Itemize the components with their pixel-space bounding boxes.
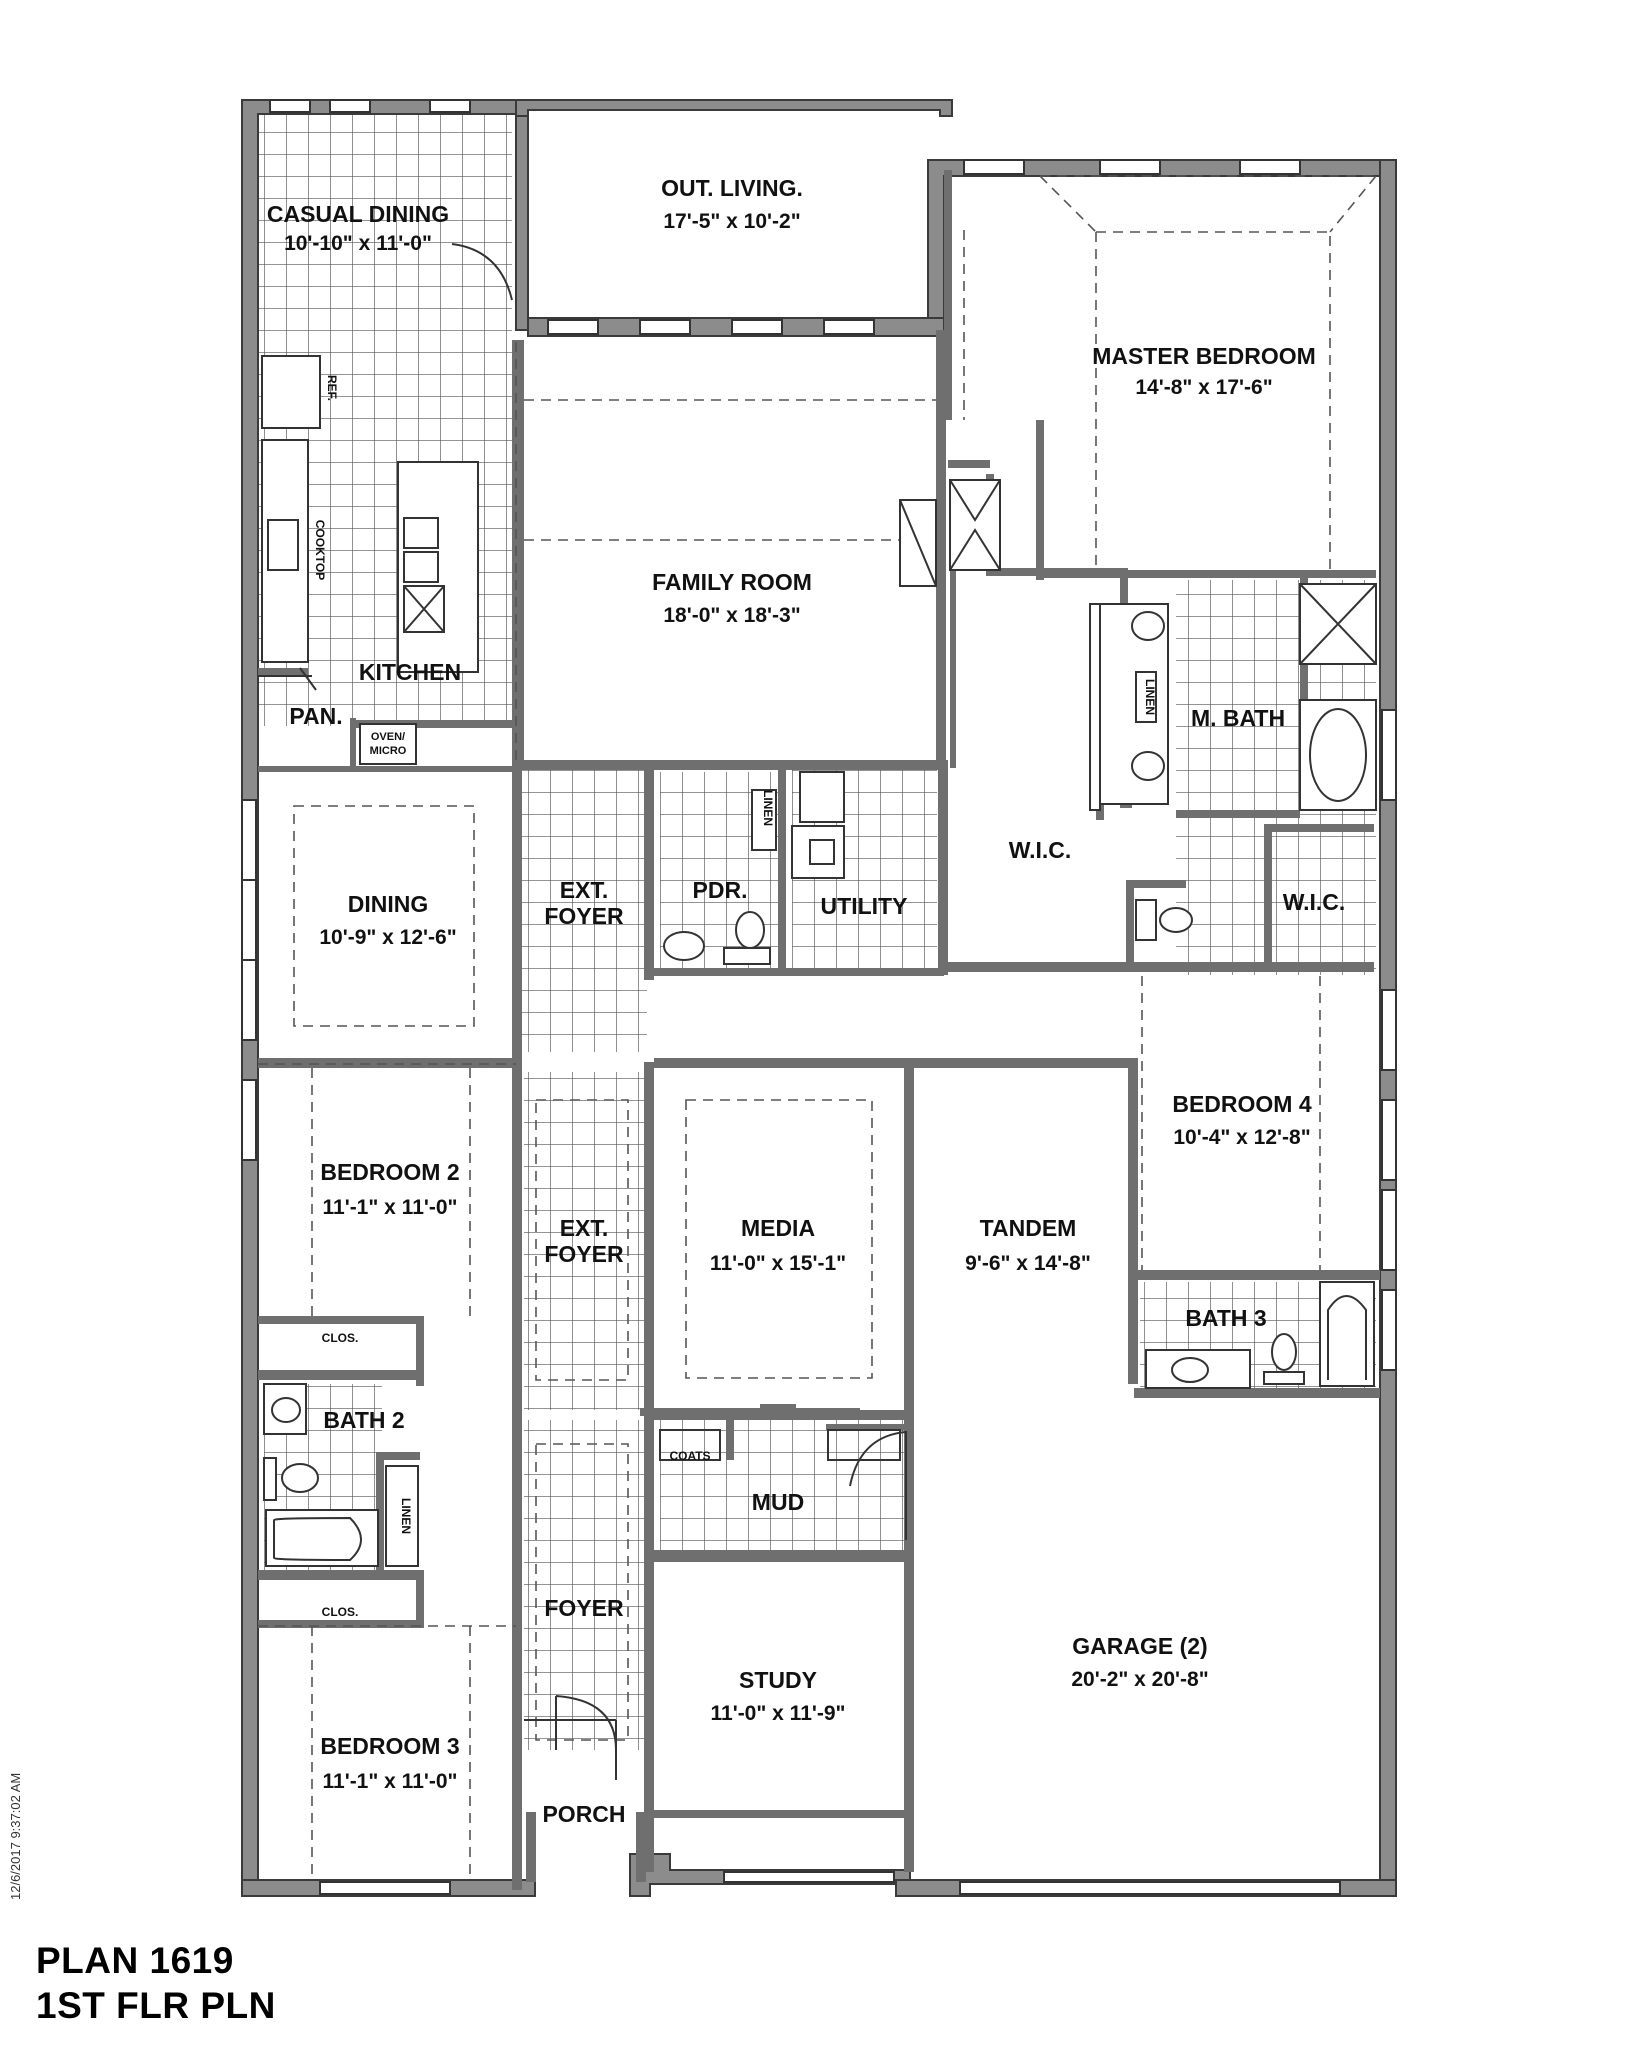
garage-name: GARAGE (2) bbox=[1072, 1633, 1208, 1659]
foyer-name: FOYER bbox=[544, 1595, 624, 1621]
oven-label-1: OVEN/ bbox=[370, 731, 406, 743]
pdr-linen-label: LINEN bbox=[761, 790, 775, 826]
print-timestamp: 12/6/2017 9:37:02 AM bbox=[8, 1772, 23, 1900]
casual-dining-dims: 10'-10" x 11'-0" bbox=[284, 232, 432, 255]
closet-2-label: CLOS. bbox=[321, 1605, 359, 1619]
floor-name: 1ST FLR PLN bbox=[36, 1985, 276, 2026]
family-room-dims: 18'-0" x 18'-3" bbox=[663, 604, 801, 627]
ext-foyer-1-line1: EXT. bbox=[559, 877, 609, 903]
tandem-name: TANDEM bbox=[979, 1215, 1077, 1241]
ext-foyer-2-line2: FOYER bbox=[544, 1241, 624, 1267]
dining-name: DINING bbox=[347, 891, 429, 917]
porch-name: PORCH bbox=[542, 1801, 626, 1827]
small-wic-name: W.I.C. bbox=[1282, 889, 1346, 915]
ref-label: REF. bbox=[325, 374, 339, 402]
study-dims: 11'-0" x 11'-9" bbox=[710, 1702, 846, 1725]
coats-label: COATS bbox=[669, 1449, 711, 1463]
bedroom-2-dims: 11'-1" x 11'-0" bbox=[322, 1196, 458, 1219]
mud-name: MUD bbox=[751, 1489, 805, 1515]
oven-label-2: MICRO bbox=[369, 745, 407, 757]
bath-2-linen-label: LINEN bbox=[399, 1498, 413, 1534]
casual-dining-name: CASUAL DINING bbox=[266, 201, 450, 227]
media-dims: 11'-0" x 15'-1" bbox=[709, 1252, 847, 1275]
media-name: MEDIA bbox=[740, 1215, 816, 1241]
bedroom-4-dims: 10'-4" x 12'-8" bbox=[1173, 1126, 1311, 1149]
m-bath-name: M. BATH bbox=[1190, 705, 1286, 731]
bath-3-name: BATH 3 bbox=[1185, 1305, 1267, 1331]
bath-2-name: BATH 2 bbox=[323, 1407, 405, 1433]
plan-name: PLAN 1619 bbox=[36, 1940, 234, 1981]
master-wic-name: W.I.C. bbox=[1008, 837, 1072, 863]
bedroom-3-name: BEDROOM 3 bbox=[320, 1733, 460, 1759]
out-living-dims: 17'-5" x 10'-2" bbox=[663, 210, 801, 233]
out-living-name: OUT. LIVING. bbox=[661, 175, 803, 201]
ext-foyer-1-line2: FOYER bbox=[544, 903, 624, 929]
bedroom-4-name: BEDROOM 4 bbox=[1172, 1091, 1312, 1117]
master-bedroom-name: MASTER BEDROOM bbox=[1092, 343, 1316, 369]
ext-foyer-2-line1: EXT. bbox=[559, 1215, 609, 1241]
m-bath-linen-label: LINEN bbox=[1143, 679, 1157, 715]
bedroom-3-dims: 11'-1" x 11'-0" bbox=[322, 1770, 458, 1793]
study-name: STUDY bbox=[739, 1667, 817, 1693]
closet-1-label: CLOS. bbox=[321, 1331, 359, 1345]
tandem-dims: 9'-6" x 14'-8" bbox=[965, 1252, 1091, 1275]
utility-name: UTILITY bbox=[820, 893, 908, 919]
bedroom-2-name: BEDROOM 2 bbox=[320, 1159, 460, 1185]
family-room-name: FAMILY ROOM bbox=[652, 569, 812, 595]
garage-dims: 20'-2" x 20'-8" bbox=[1071, 1668, 1209, 1691]
dining-dims: 10'-9" x 12'-6" bbox=[319, 926, 457, 949]
kitchen-name: KITCHEN bbox=[358, 659, 462, 685]
pantry-name: PAN. bbox=[289, 703, 343, 729]
pdr-name: PDR. bbox=[692, 877, 748, 903]
cooktop-label: COOKTOP bbox=[313, 519, 327, 581]
master-bedroom-dims: 14'-8" x 17'-6" bbox=[1135, 376, 1273, 399]
